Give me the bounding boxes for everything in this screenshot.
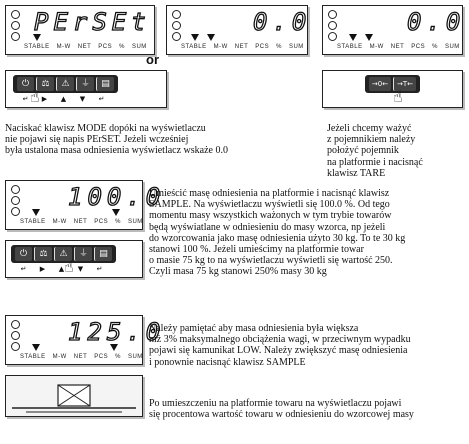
sample-key[interactable]: ⚖ (34, 247, 52, 261)
zero-key[interactable]: →0← (369, 77, 391, 91)
status-lamps (11, 10, 20, 43)
indicator-arrow-icon (191, 34, 199, 41)
indicator-arrow-icon (110, 344, 118, 351)
sample-instruction: Umieścić masę odniesienia na platformie i nacisnąć klawisz SAMPLE. Na wyświetlaczu wyświetli się 100.0 %. Od tego momentu masy wszystkich ważonych w tym trybie towarów będą wyświatlane w odniesieniu do masy wzorca, np jeżeli do wzorcowania jako masę odniesienia użyto 30 kg. To te 30 kg stanowi 100 %. Jeżeli umieścimy na platformie towar o masie 75 kg to na wyświetlaczu wyświetli się wartość 250. Czyli masa 75 kg stanowi 250% masy 30 kg (149, 188, 406, 278)
or-label: or (146, 52, 159, 67)
keypad-tare (322, 70, 463, 108)
status-lamps (11, 320, 20, 353)
display-100 (5, 180, 166, 230)
indicator-arrow-icon (365, 34, 373, 41)
scale-platform (5, 375, 143, 417)
display-reading: 0.0 (253, 8, 312, 36)
indicator-arrow-icon (112, 209, 120, 216)
tare-instruction: Jeżeli chcemy ważyć z pojemnikiem należy położyć pojemnik na platformie i nacisnąć klawisz TARE (327, 123, 423, 179)
print-key[interactable]: ▤ (94, 247, 112, 261)
display-reading: PErSEt (34, 8, 151, 36)
indicator-arrow-icon (349, 34, 357, 41)
indicator-arrow-icon (32, 209, 40, 216)
display-reading: 125.0 (68, 318, 166, 346)
mode-key[interactable]: ⏻ (17, 77, 34, 91)
indicator-row: STABLE M-W NET PCS % SUM (181, 44, 304, 50)
tare-key[interactable]: →T← (393, 77, 416, 91)
display-reading: 100.0 (68, 183, 166, 211)
status-lamps (328, 10, 337, 43)
warning-key[interactable]: ⚠ (54, 247, 72, 261)
low-instruction: Należy pamiętać aby masa odniesienia była większa niż 3% maksymalnego obciążenia wagi, w przeciwnym wypadku pojawi się kamunikat LOW. Należy zwiększyć masę odniesienia i ponownie nacisnąć klawisz SAMPLE (149, 323, 411, 368)
keypad-sample (5, 240, 143, 278)
indicator-row: STABLE M-W NET PCS % SUM (24, 44, 147, 50)
package-icon (6, 376, 142, 416)
display-125 (5, 315, 166, 365)
indicator-arrow-icon (207, 34, 215, 41)
pointing-hand-icon: ☝ (393, 87, 403, 106)
key-sublabels: ↵ ▶ ▲ ▼ ↵ (22, 95, 105, 103)
indicator-arrow-icon (32, 344, 40, 351)
display-reading: 0.0 (407, 8, 466, 36)
zero-key[interactable]: ⏚ (76, 77, 94, 91)
pointing-hand-icon: ☝ (64, 257, 74, 276)
status-lamps (11, 185, 20, 218)
mode-instruction: Naciskać klawisz MODE dopóki na wyświetlaczu nie pojawi się napis PErSET. Jeżeli wcześniej była ustalona masa odniesienia wyświetlacz wskaże 0.0 (5, 123, 228, 157)
keypad-mode (5, 70, 167, 108)
print-key[interactable]: ▤ (96, 77, 114, 91)
key-strip (13, 75, 118, 93)
display-zero (166, 5, 312, 55)
display-zero-tare (322, 5, 466, 55)
status-lamps (172, 10, 181, 43)
key-sublabels: ↵ ▶ ▲ ▼ ↵ (20, 265, 103, 273)
display-perset (5, 5, 155, 55)
sample-key[interactable]: ⚖ (36, 77, 54, 91)
zero-key[interactable]: ⏚ (74, 247, 92, 261)
indicator-arrow-icon (33, 34, 41, 41)
indicator-row: STABLE M-W NET PCS % SUM (20, 354, 143, 360)
pointing-hand-icon: ☝ (30, 87, 40, 106)
indicator-row: STABLE M-W NET PCS % SUM (20, 219, 143, 225)
indicator-row: STABLE M-W NET PCS % SUM (337, 44, 460, 50)
warning-key[interactable]: ⚠ (56, 77, 74, 91)
mode-key[interactable]: ⏻ (15, 247, 32, 261)
result-instruction: Po umieszczeniu na platformie towaru na wyświetlaczu pojawi się procentowa wartość towaru w odniesieniu do wzorcowej masy (149, 398, 414, 421)
